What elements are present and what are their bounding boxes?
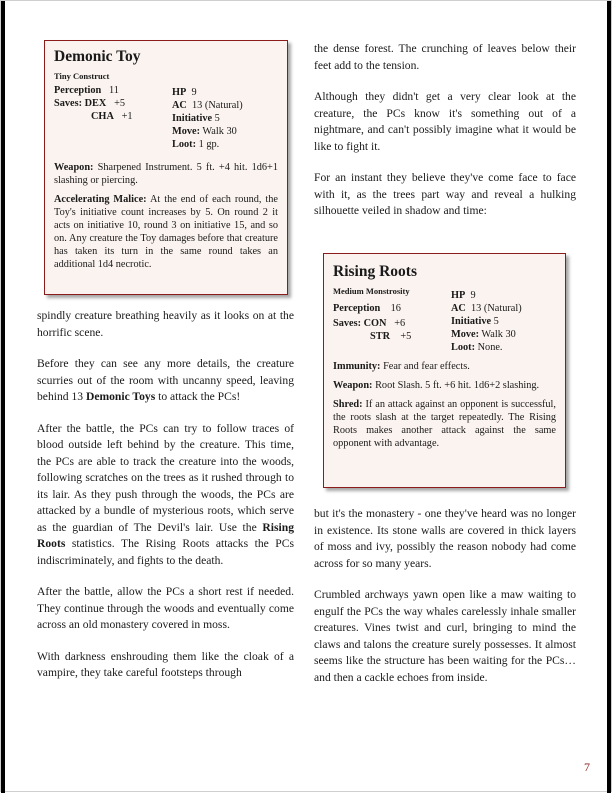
move-label: Move: bbox=[172, 126, 201, 137]
body-paragraph bbox=[37, 421, 294, 570]
save-value: +6 bbox=[394, 318, 406, 329]
loot-row bbox=[451, 341, 522, 354]
statblock-rising-roots bbox=[323, 253, 566, 488]
page-number: 7 bbox=[584, 760, 590, 774]
hp-row bbox=[451, 289, 522, 302]
perception-value: 16 bbox=[390, 303, 401, 314]
save-stat: STR bbox=[370, 331, 391, 342]
body-paragraph bbox=[37, 356, 294, 406]
immunity-label: Immunity: bbox=[333, 361, 381, 372]
statblock-stats bbox=[54, 69, 278, 151]
text-run: Before they can see any more details, the creature scurries out of the room with uncanny speed, leaving behind 13 bbox=[37, 357, 294, 403]
loot-value: None. bbox=[477, 342, 503, 353]
ability-label: Accelerating Malice: bbox=[54, 194, 147, 205]
move-value: Walk 30 bbox=[202, 126, 237, 137]
weapon-text: Sharpened Instrument. 5 ft. +4 hit. 1d6+1 slashing or piercing. bbox=[54, 162, 279, 186]
saves-label: Saves: bbox=[54, 98, 83, 109]
ability-entry bbox=[333, 398, 556, 450]
saves-row-2 bbox=[54, 110, 172, 123]
saves-label: Saves: bbox=[333, 318, 362, 329]
ability-label: Shred: bbox=[333, 399, 363, 410]
save-value: +5 bbox=[114, 98, 126, 109]
save-stat: DEX bbox=[84, 98, 107, 109]
save-value: +1 bbox=[121, 111, 133, 122]
statblock-type: Tiny Construct bbox=[54, 71, 110, 81]
save-stat: CHA bbox=[91, 111, 114, 122]
move-row bbox=[172, 125, 243, 138]
ac-value: 13 (Natural) bbox=[471, 303, 522, 314]
text-run: After the battle, the PCs can try to follow traces of blood outside left behind by the creature. This time, the PCs are able to track the creature into the woods, following scratches on the trees as it rushed through to its lair. As they push through the woods, the PCs are attacked by a bundle of mysterious roots, which serve as the guardian of The Devil's lair. Use the bbox=[37, 421, 294, 534]
statblock-demonic-toy bbox=[44, 40, 288, 295]
loot-label: Loot: bbox=[172, 139, 197, 150]
immunity-entry bbox=[333, 360, 556, 373]
saves-row bbox=[54, 97, 172, 110]
hp-label: HP bbox=[451, 290, 466, 301]
weapon-label: Weapon: bbox=[333, 380, 373, 391]
perception-label: Perception bbox=[333, 303, 381, 314]
move-value: Walk 30 bbox=[481, 329, 516, 340]
saves-row-2 bbox=[333, 330, 451, 343]
immunity-text: Fear and fear effects. bbox=[383, 361, 470, 372]
ability-text: If an attack against an opponent is successful, the roots slash at the target repeatedly. The Rising Roots makes another attack against the same opponent with advantage. bbox=[333, 399, 556, 449]
ac-row bbox=[451, 302, 522, 315]
ability-text: At the end of each round, the Toy's initiative count increases by 5. On round 2 it acts on initiative 10, round 3 on initiative 15, and so on. Any creature the Toy damages before that creature has taken its turn in the same round takes an additional 1d4 necrotic. bbox=[54, 194, 278, 270]
perception-label: Perception bbox=[54, 85, 102, 96]
hp-value: 9 bbox=[470, 290, 476, 301]
move-row bbox=[451, 328, 522, 341]
initiative-row bbox=[451, 315, 522, 328]
initiative-value: 5 bbox=[214, 113, 220, 124]
statblock-stats-right bbox=[451, 284, 522, 354]
left-column bbox=[37, 308, 294, 682]
bold-text-run: Rising Roots bbox=[37, 520, 294, 550]
save-stat: CON bbox=[363, 318, 387, 329]
right-column-bottom bbox=[314, 506, 576, 686]
statblock-stats-left bbox=[333, 284, 451, 354]
statblock-stats-left bbox=[54, 69, 172, 151]
body-paragraph: For an instant they believe they've come face to face with it, as the trees part way and reveal a hulking silhouette veiled in shadow and time: bbox=[314, 171, 576, 217]
statblock-stats-right bbox=[172, 69, 243, 151]
saves-row bbox=[333, 317, 451, 330]
loot-row bbox=[172, 138, 243, 151]
text-run: to attack the PCs! bbox=[155, 390, 241, 403]
initiative-label: Initiative bbox=[451, 316, 492, 327]
statblock-name: Demonic Toy bbox=[54, 48, 141, 65]
perception-row bbox=[54, 84, 172, 97]
initiative-value: 5 bbox=[493, 316, 499, 327]
body-paragraph: Crumbled archways yawn open like a maw waiting to engulf the PCs the way whales carelessly inhale smaller creatures. Vines twist and curl, bringing to mind the claws and talons the creature surely possesses. It almost seems like the structure has been waiting for the PCs… and then a cackle echoes from inside. bbox=[314, 588, 576, 684]
weapon-entry bbox=[54, 161, 278, 187]
loot-label: Loot: bbox=[451, 342, 476, 353]
right-edge-border bbox=[607, 1, 611, 793]
text-run: statistics. The Rising Roots attacks the PCs indiscriminately, and fights to the death. bbox=[37, 537, 294, 567]
initiative-row bbox=[172, 112, 243, 125]
ac-label: AC bbox=[451, 303, 466, 314]
body-paragraph: After the battle, allow the PCs a short rest if needed. They continue through the woods and eventually come across an old monastery covered in moss. bbox=[37, 585, 294, 631]
perception-row bbox=[333, 302, 451, 315]
initiative-label: Initiative bbox=[172, 113, 213, 124]
move-label: Move: bbox=[451, 329, 480, 340]
perception-value: 11 bbox=[109, 85, 119, 96]
loot-value: 1 gp. bbox=[198, 139, 220, 150]
statblock-name: Rising Roots bbox=[333, 263, 417, 280]
save-value: +5 bbox=[400, 331, 412, 342]
statblock-stats bbox=[333, 284, 556, 354]
weapon-label: Weapon: bbox=[54, 162, 94, 173]
body-paragraph: but it's the monastery - one they've heard was no longer in existence. Its stone walls are covered in thick layers of moss and ivy, possibly the reason nobody had come across for so many years. bbox=[314, 507, 576, 570]
weapon-text: Root Slash. 5 ft. +6 hit. 1d6+2 slashing. bbox=[375, 380, 540, 391]
ac-value: 13 (Natural) bbox=[192, 100, 243, 111]
ability-entry bbox=[54, 193, 278, 271]
body-paragraph: Although they didn't get a very clear look at the creature, the PCs know it's something out of a nightmare, and can't possibly imagine what it would be like to fight it. bbox=[314, 90, 576, 153]
body-paragraph: the dense forest. The crunching of leaves below their feet add to the tension. bbox=[314, 42, 576, 72]
hp-value: 9 bbox=[191, 87, 197, 98]
weapon-entry bbox=[333, 379, 556, 392]
ac-row bbox=[172, 99, 243, 112]
hp-row bbox=[172, 86, 243, 99]
right-column-top bbox=[314, 41, 576, 220]
left-edge-border bbox=[1, 1, 5, 793]
bold-text-run: Demonic Toys bbox=[85, 390, 156, 403]
statblock-type: Medium Monstrosity bbox=[333, 286, 410, 296]
hp-label: HP bbox=[172, 87, 187, 98]
body-paragraph: With darkness enshrouding them like the cloak of a vampire, they take careful footsteps through bbox=[37, 649, 294, 679]
body-paragraph: spindly creature breathing heavily as it looks on at the horrific scene. bbox=[37, 309, 294, 339]
ac-label: AC bbox=[172, 100, 187, 111]
